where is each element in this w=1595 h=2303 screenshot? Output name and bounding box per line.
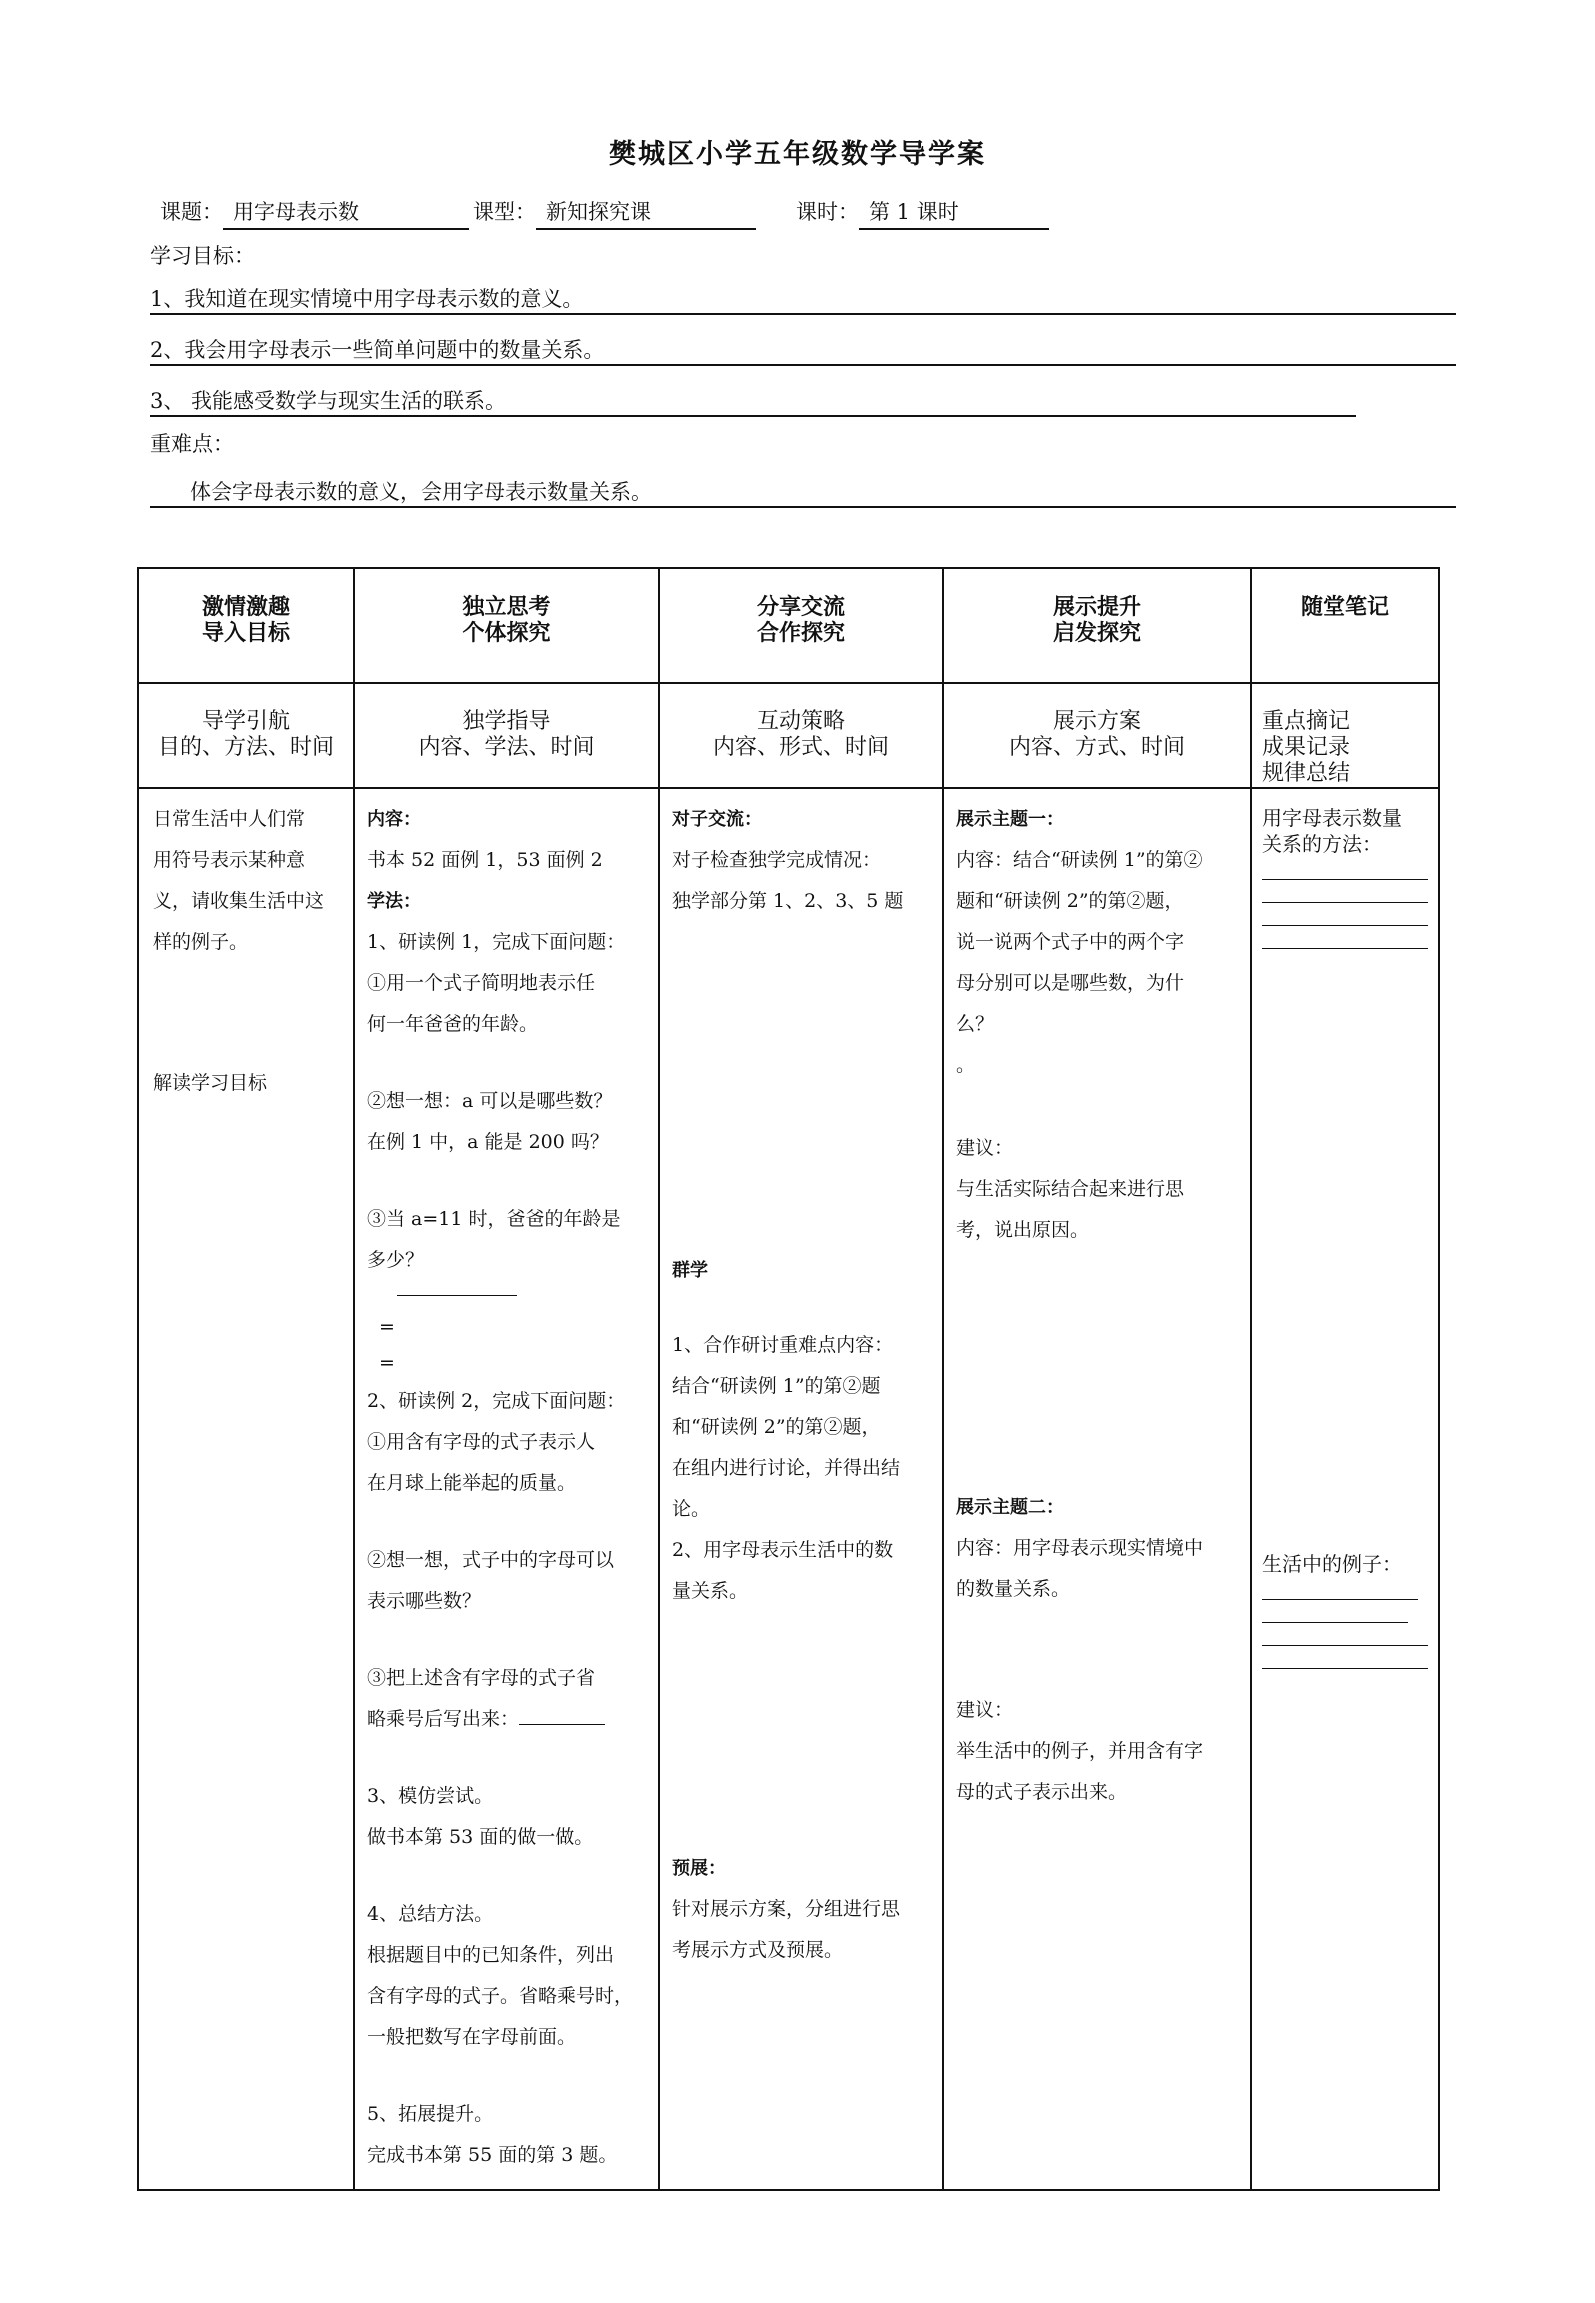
goal-2: 2、我会用字母表示一些简单问题中的数量关系。	[150, 334, 1456, 366]
subheader-row	[138, 683, 1439, 788]
type-field: 新知探究课	[536, 196, 756, 230]
header-cell: 展示提升 启发探究	[943, 568, 1251, 683]
note-line	[1262, 902, 1428, 903]
lesson-meta	[160, 196, 1053, 230]
note-line	[1262, 925, 1428, 926]
goal-1: 1、我知道在现实情境中用字母表示数的意义。	[150, 283, 1456, 315]
keypoints-label: 重难点：	[150, 432, 234, 456]
note-examples: 生活中的例子：	[1262, 1552, 1402, 1576]
interaction-cell: 对子交流： 对子检查独学完成情况： 独学部分第 1、2、3、5 题 群学 1、合作研讨重难点内容： 结合“研读例 1”的第②题 和“研读例 2”的第②题， 在组内进行讨论，并得出结 论。 2、用字母表示生活中的数 量关系。 预展： 针对展示方案，分组进行思 考展示方式及预展。	[659, 788, 943, 2190]
subheader-cell: 互动策略 内容、形式、时间	[659, 683, 943, 788]
topic-label: 课题：	[160, 200, 223, 224]
header-cell: 随堂笔记	[1251, 568, 1439, 683]
self-study-cell: 内容： 书本 52 面例 1，53 面例 2 学法： 1、研读例 1，完成下面问题： ①用一个式子简明地表示任 何一年爸爸的年龄。 ②想一想：a 可以是哪些数？ 在例 1 中，a 能是 200 吗？ ③当 a=11 时，爸爸的年龄是 多少？ = = 2、研读例 2，完成下面问题： ①用含有字母的式子表示人 在月球上能举起的质量。 ②想一想，式子中的字母可以 表示哪些数？ ③把上述含有字母的式子省 略乘号后写出来： 3、模仿尝试。 做书本第 53 面的做一做。 4、总结方法。 根据题目中的已知条件，列出 含有字母的式子。省略乘号时， 一般把数写在字母前面。 5、拓展提升。 完成书本第 55 面的第 3 题。	[354, 788, 659, 2190]
subheader-cell: 重点摘记 成果记录 规律总结	[1251, 683, 1439, 788]
goals-label: 学习目标：	[150, 244, 255, 268]
intro-cell: 日常生活中人们常 用符号表示某种意 义，请收集生活中这 样的例子。 解读学习目标	[138, 788, 354, 2190]
content-row	[138, 788, 1439, 2190]
header-row	[138, 568, 1439, 683]
type-label: 课型：	[473, 200, 536, 224]
period-label: 课时：	[796, 200, 859, 224]
note-line	[1262, 1622, 1408, 1623]
header-cell: 分享交流 合作探究	[659, 568, 943, 683]
presentation-cell: 展示主题一： 内容：结合“研读例 1”的第② 题和“研读例 2”的第②题， 说一说两个式子中的两个字 母分别可以是哪些数，为什 么？ 。 建议： 与生活实际结合起来进行思 考，说出原因。 展示主题二： 内容：用字母表示现实情境中 的数量关系。 建议： 举生活中的例子，并用含有字 母的式子表示出来。	[943, 788, 1251, 2190]
goal-read: 解读学习目标	[153, 1072, 268, 1094]
goal-3: 3、 我能感受数学与现实生活的联系。	[150, 385, 1356, 417]
lesson-plan-table	[137, 567, 1440, 2191]
header-cell: 独立思考 个体探究	[354, 568, 659, 683]
note-line	[1262, 879, 1428, 880]
note-line	[1262, 1599, 1418, 1600]
answer-blank	[397, 1281, 517, 1296]
subheader-cell: 独学指导 内容、学法、时间	[354, 683, 659, 788]
document-title: 樊城区小学五年级数学导学案	[609, 139, 986, 170]
note-line	[1262, 1645, 1428, 1646]
answer-blank	[519, 1704, 605, 1725]
header-cell: 激情激趣 导入目标	[138, 568, 354, 683]
keypoints-text: 体会字母表示数的意义，会用字母表示数量关系。	[150, 476, 1456, 508]
topic-field: 用字母表示数	[223, 196, 469, 230]
period-field: 第 1 课时	[859, 196, 1049, 230]
note-method: 用字母表示数量	[1262, 806, 1402, 830]
subheader-cell: 展示方案 内容、方式、时间	[943, 683, 1251, 788]
subheader-cell: 导学引航 目的、方法、时间	[138, 683, 354, 788]
notes-cell: 用字母表示数量 关系的方法： 生活中的例子：	[1251, 788, 1439, 2190]
note-line	[1262, 1668, 1428, 1669]
note-line	[1262, 948, 1428, 949]
